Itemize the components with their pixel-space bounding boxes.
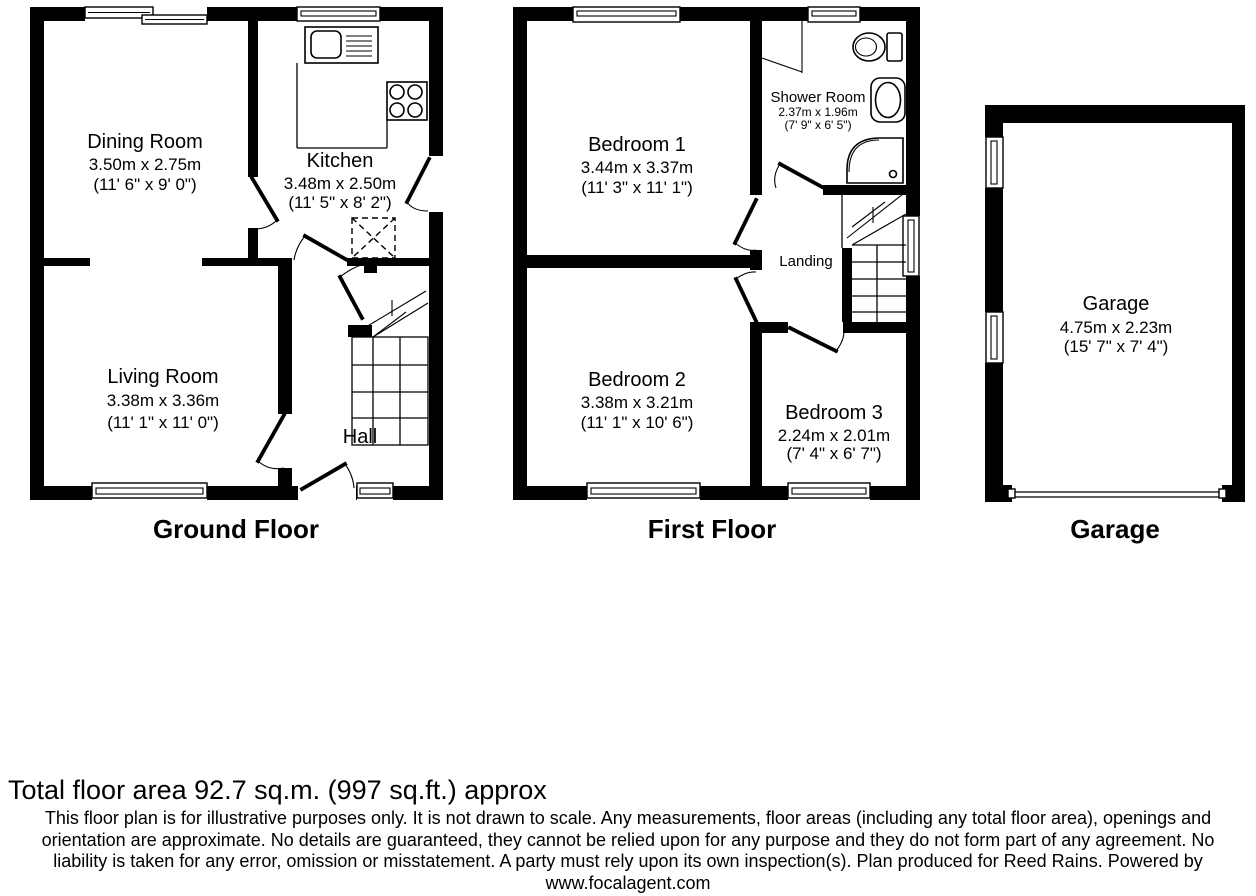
floor-caption-first: First Floor [647,514,777,544]
wall-segment [750,250,762,270]
wall-segment [347,258,429,266]
room-dim-imperial-garage: (15' 7" x 7' 4") [1063,337,1169,356]
toilet [853,33,902,61]
garage-window-top [985,137,1003,188]
wall-segment [44,258,90,266]
room-label-kitchen: Kitchen [306,150,374,172]
wall-segment [527,255,750,268]
garage-plan [985,105,1245,544]
room-dim-imperial-shower: (7' 9" x 6' 5") [784,118,852,132]
room-dim-imperial-bedroom2: (11' 1" x 10' 6") [580,413,694,432]
bedroom3-window [788,480,870,500]
room-dim-imperial-living: (11' 1" x 11' 0") [107,413,219,432]
garage-window-bottom [985,312,1003,363]
wall-segment [842,248,852,322]
hall-sidelight-window [357,480,393,500]
first-floor-plan [513,7,920,544]
wall-segment [202,258,292,266]
room-dim-metric-living: 3.38m x 3.36m [106,391,220,410]
room-label-garage: Garage [1082,293,1150,315]
wall-segment [750,21,762,195]
bedroom1-window [573,7,680,23]
bedroom2-window [587,480,700,500]
room-label-landing: Landing [779,253,833,270]
room-label-dining: Dining Room [87,131,203,153]
kitchen-window [297,7,380,21]
room-label-bedroom1: Bedroom 1 [588,134,686,156]
disclaimer-line: liability is taken for any error, omission or misstatement. A party must rely upon its own inspection(s). Plan produced for Reed Rains. Powered by [53,851,1203,871]
room-dim-metric-garage: 4.75m x 2.23m [1059,318,1173,337]
ground-floor-plan [30,7,443,544]
room-dim-metric-bedroom1: 3.44m x 3.37m [580,158,694,177]
room-dim-metric-bedroom2: 3.38m x 3.21m [580,393,694,412]
disclaimer-line: This floor plan is for illustrative purposes only. It is not drawn to scale. Any measurements, floor areas (including any total floor area), openings and [44,808,1212,828]
shower-tray [847,138,903,183]
disclaimer-text [0,808,1256,894]
basin [871,78,905,122]
room-dim-metric-shower: 2.37m x 1.96m [778,105,858,119]
shower-room-window [808,7,860,23]
wall-segment [278,468,292,486]
floor-caption-garage: Garage [1070,514,1160,544]
floor-interior [44,21,429,486]
room-dim-metric-dining: 3.50m x 2.75m [88,155,202,174]
room-dim-imperial-bedroom3: (7' 4" x 6' 7") [786,444,882,463]
wall-segment [364,266,377,273]
room-dim-imperial-dining: (11' 6" x 9' 0") [93,175,197,194]
disclaimer-website: www.focalagent.com [545,872,711,893]
room-label-hall: Hall [342,426,378,448]
room-dim-imperial-kitchen: (11' 5" x 8' 2") [288,193,392,212]
garage-door [1008,485,1226,502]
total-floor-area: Total floor area 92.7 sq.m. (997 sq.ft.) approx [8,775,547,805]
room-label-living: Living Room [107,366,219,388]
wall-segment [750,322,762,486]
kitchen-sink [305,27,378,63]
room-dim-metric-bedroom3: 2.24m x 2.01m [777,426,891,445]
living-room-window [92,480,207,500]
room-label-bedroom2: Bedroom 2 [588,369,686,391]
wall-segment [843,322,906,333]
wall-segment [248,21,258,177]
disclaimer-line: orientation are approximate. No details are guaranteed, they cannot be relied upon for any purpose and they do not form part of any agreement. No [41,829,1215,850]
room-dim-imperial-bedroom1: (11' 3" x 11' 1") [581,178,693,197]
room-label-bedroom3: Bedroom 3 [785,402,883,424]
stairs-window [903,216,920,276]
hob [387,82,427,120]
floor-caption-ground: Ground Floor [152,514,320,544]
wall-segment [762,322,788,333]
room-dim-metric-kitchen: 3.48m x 2.50m [283,174,397,193]
room-label-shower: Shower Room [770,89,866,106]
wall-segment [823,185,906,195]
wall-segment [278,266,292,414]
